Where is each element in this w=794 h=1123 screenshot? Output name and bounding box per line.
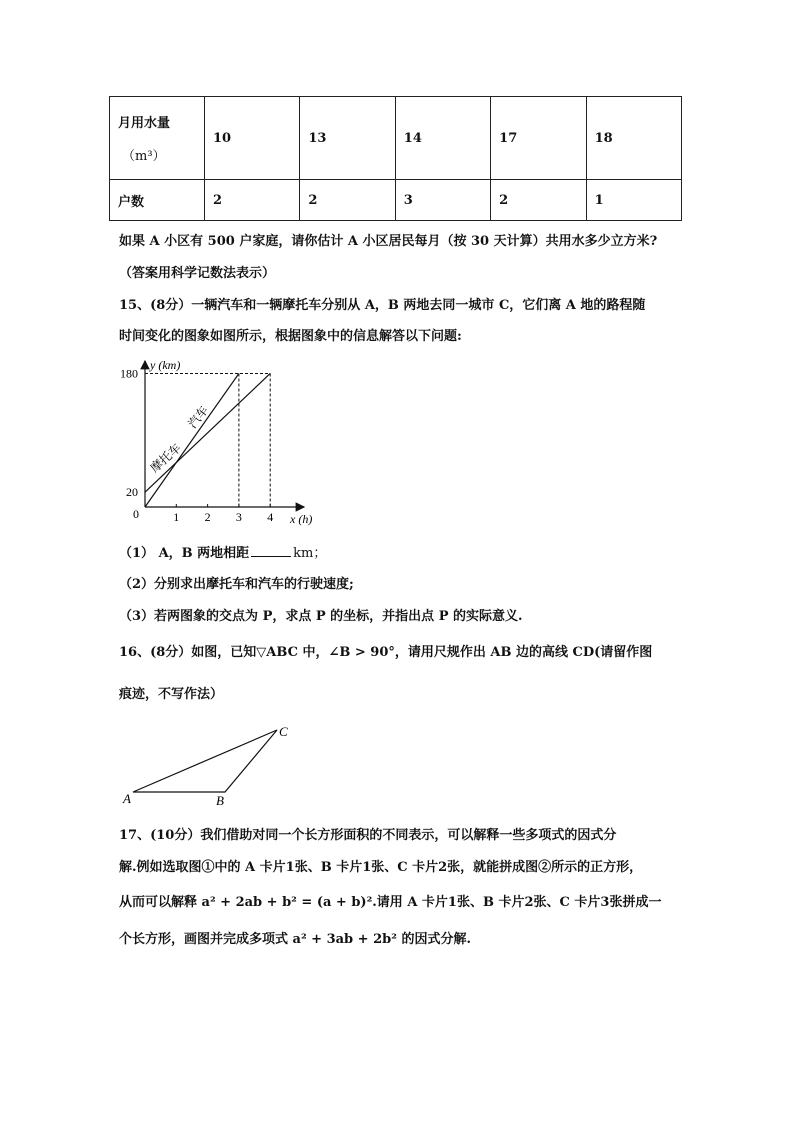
table-cell: 2 bbox=[491, 180, 586, 221]
q17-line1: 17、(10分）我们借助对同一个长方形面积的不同表示，可以解释一些多项式的因式分 bbox=[119, 828, 617, 843]
table-cell: 2 bbox=[300, 180, 395, 221]
q17-line2: 解.例如选取图①中的 A 卡片1张、B 卡片1张、C 卡片2张，就能拼成图②所示的正方形， bbox=[119, 860, 643, 875]
q17-line3: 从而可以解释 a² + 2ab + b² = (a + b)².请用 A 卡片1张、B 卡片2张、C 卡片3张拼成一 bbox=[119, 895, 662, 910]
table-cell: 14 bbox=[395, 97, 490, 180]
water-usage-table bbox=[109, 96, 682, 221]
table-cell: 2 bbox=[205, 180, 300, 221]
q15-sub1-suffix: km； bbox=[293, 546, 327, 561]
q15-distance-time-graph bbox=[110, 355, 340, 530]
q16-stem-line2: 痕迹，不写作法） bbox=[119, 687, 224, 702]
x-tick-label-1: 1 bbox=[173, 510, 180, 524]
x-axis-label: x (h) bbox=[290, 512, 313, 526]
q15-sub1-prefix: （1） A，B 两地相距 bbox=[119, 546, 250, 561]
table-cell: 3 bbox=[395, 180, 490, 221]
table-cell: 13 bbox=[300, 97, 395, 180]
answer-blank[interactable] bbox=[251, 544, 291, 557]
table-cell: 17 bbox=[491, 97, 586, 180]
vertex-label-a: A bbox=[123, 791, 131, 806]
y-axis-label: y (km) bbox=[150, 358, 181, 372]
y-tick-label-180: 180 bbox=[120, 366, 138, 381]
table-cell: 10 bbox=[205, 97, 300, 180]
q15-stem-line2: 时间变化的图象如图所示，根据图象中的信息解答以下问题: bbox=[119, 329, 462, 344]
motorcycle-series-line bbox=[145, 373, 270, 492]
y-tick-label-20: 20 bbox=[126, 485, 138, 500]
car-series-line bbox=[145, 373, 239, 507]
table-row bbox=[110, 180, 682, 221]
vertex-label-c: C bbox=[279, 724, 288, 739]
table-header-cell: 户数 bbox=[110, 180, 205, 221]
q15-stem-line1: 15、(8分）一辆汽车和一辆摩托车分别从 A，B 两地去同一城市 C，它们离 A 地的路程随 bbox=[119, 298, 646, 313]
q15-sub2: （2）分别求出摩托车和汽车的行驶速度; bbox=[119, 577, 354, 592]
q14-question-line2: （答案用科学记数法表示） bbox=[119, 266, 276, 281]
table-header-cell bbox=[110, 97, 205, 180]
car-line-label: 汽车 bbox=[185, 403, 212, 431]
q15-sub1 bbox=[119, 542, 326, 561]
q17-line4: 个长方形，画图并完成多项式 a² + 3ab + 2b² 的因式分解. bbox=[119, 932, 471, 947]
q15-sub3: （3）若两图象的交点为 P，求点 P 的坐标，并指出点 P 的实际意义. bbox=[119, 609, 523, 624]
q16-triangle-figure bbox=[115, 720, 305, 810]
header-label-line1: 月用水量 bbox=[118, 116, 171, 131]
header-label-unit: （m³） bbox=[122, 149, 166, 164]
triangle-abc bbox=[133, 730, 277, 792]
table-row bbox=[110, 97, 682, 180]
x-tick-label-2: 2 bbox=[204, 510, 211, 524]
motorcycle-line-label: 摩托车 bbox=[147, 440, 184, 476]
table-cell: 18 bbox=[586, 97, 681, 180]
x-tick-label-4: 4 bbox=[267, 510, 274, 524]
q16-stem-line1: 16、(8分）如图，已知▽ABC 中，∠B > 90°，请用尺规作出 AB 边的高线 CD(请留作图 bbox=[119, 645, 653, 660]
vertex-label-b: B bbox=[216, 793, 224, 808]
q14-question-line1: 如果 A 小区有 500 户家庭，请你估计 A 小区居民每月（按 30 天计算）共用水多少立方米? bbox=[119, 234, 658, 249]
table-cell: 1 bbox=[586, 180, 681, 221]
origin-label: 0 bbox=[133, 507, 139, 521]
x-tick-label-3: 3 bbox=[235, 510, 242, 524]
